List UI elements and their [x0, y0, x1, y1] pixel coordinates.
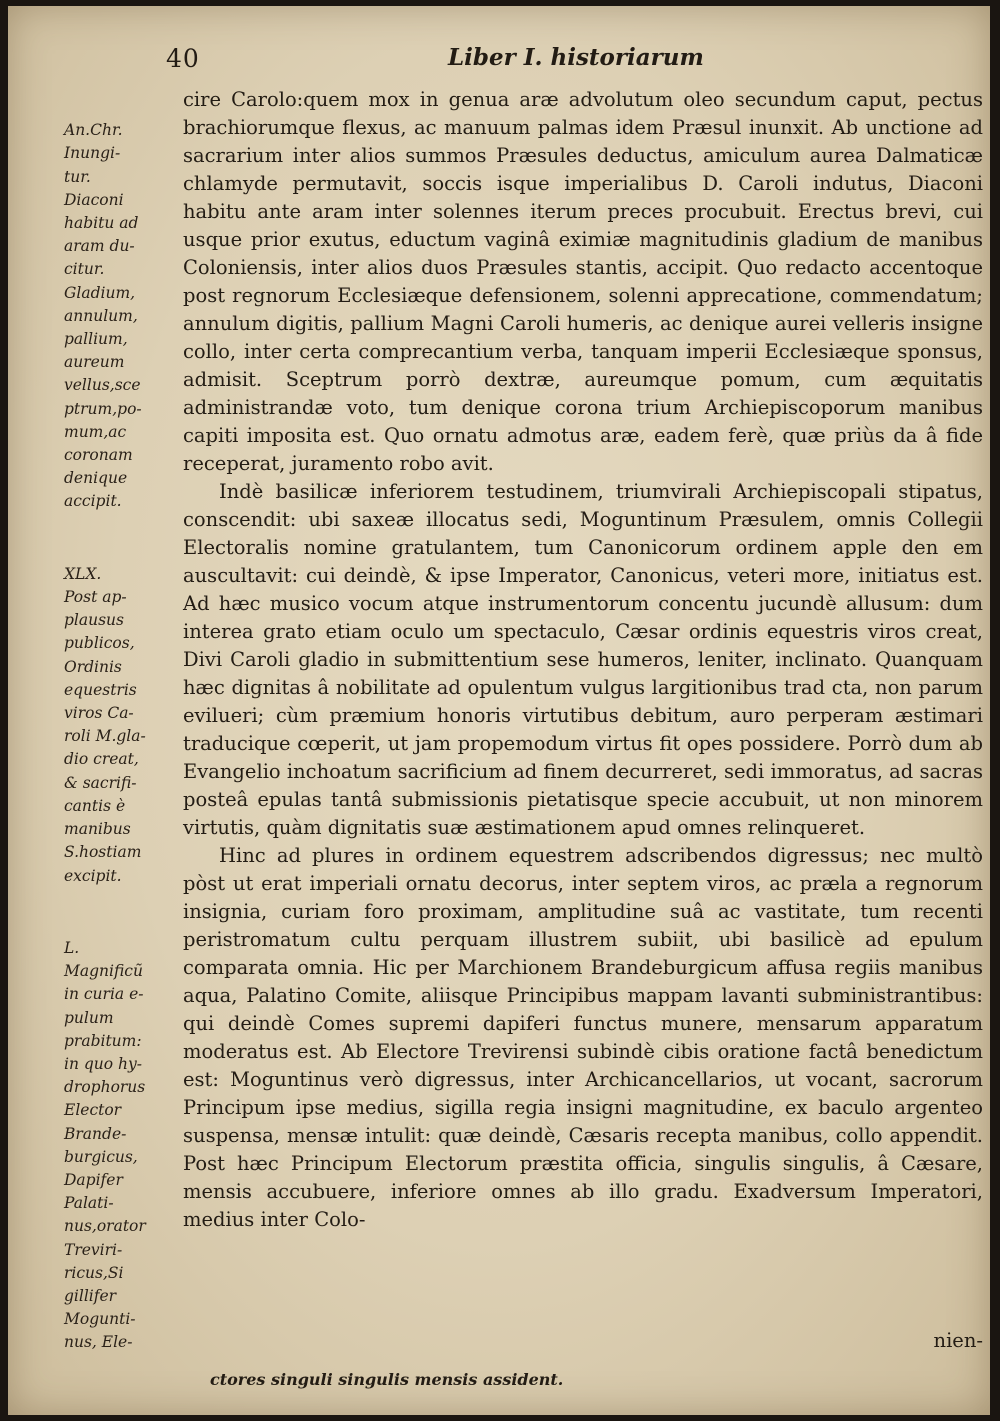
footnote: ctores singuli singulis mensis assident. [210, 1370, 564, 1389]
catchword: nien- [933, 1329, 983, 1352]
margin-note-3: L. Magnificũ in curia e- pulum prabitum: in quo hy- drophorus Elector Brande- burgicus, Dapifer Palati- nus,orator Treviri- ricus,Si gillifer Mogunti- nus, Ele- [64, 938, 146, 1352]
paragraph-2: Indè basilicæ inferiorem testudinem, triumvirali Archiepiscopali stipatus, conscendit: ubi saxeæ illocatus sedi, Moguntinum Præsulem, omnis Collegii Electoralis nomine gratulantem, tum Canonicorum ordinem apple den em auscultavit: cui deindè, & ipse Imperator, Canonicus, veteri more, initiatus est. Ad hæc musico vocum atque instrumentorum concentu jucundè allusum: dum interea grato etiam oculo um spectaculo, Cæsar ordinis equestris viros creat, Divi Caroli gladio in submittentium sese humeros, leniter, inclinato. Quanquam hæc dignitas â nobilitate ad opulentum vulgus largitionibus trad cta, non parum evilueri; cùm præmium honoris virtutibus debitum, auro perperam æstimari traducique cœperit, ut jam propemodum virtus fit opes possidere. Porrò dum ab Evangelio inchoatum sacrificium ad finem decurreret, sedi immoratus, ad sacras posteâ epulas tantâ submissionis pietatisque specie accubuit, ut non minorem virtutis, quàm dignitatis suæ æstimationem apud omnes relinqueret. [183, 480, 983, 839]
running-head [8, 44, 990, 84]
margin-notes [64, 96, 182, 1396]
margin-note-1: An.Chr. Inungi- tur. Diaconi habitu ad aram du- citur. Gladium, annulum, pallium, aureum vellus,sce ptrum,po- mum,ac coronam denique accipit. [64, 121, 142, 511]
margin-note-2: XLX. Post ap- plausus publicos, Ordinis equestris viros Ca- roli M.gla- dio creat, & sacrifi- cantis è manibus S.hostiam excipit. [64, 564, 146, 885]
paragraph-3: Hinc ad plures in ordinem equestrem adscribendos digressus; nec multò pòst ut erat imperiali ornatu decorus, inter septem viros, ac præla a regnorum insignia, curiam foro proximam, amplitudine suâ ac vastitate, tum recenti peristromatum cultu perquam illustrem subiit, ubi basilicè ad epulum comparata omnia. Hic per Marchionem Brandeburgicum affusa regiis manibus aqua, Palatino Comite, aliisque Principibus mappam lavanti subministrantibus: qui deindè Comes supremi dapiferi functus munere, mensarum apparatum moderatus est. Ab Electore Trevirensi subindè cibis oratione factâ benedictum est: Moguntinus verò digressus, inter Archicancellarios, ut vocant, sacrorum Principum ipse medius, sigilla regia insigni magnitudine, ex baculo argenteo suspensa, mensæ intulit: quæ deindè, Cæsaris recepta manibus, collo appendit. Post hæc Principum Electorum præstita officia, singulis singulis, â Cæsare, mensis accubuere, inferiore omnes ab illo gradu. Exadversum Imperatori, medius inter Colo- [183, 844, 983, 1231]
running-title: Liber I. historiarum [448, 44, 704, 71]
main-text [183, 86, 983, 1234]
page-number: 40 [166, 44, 200, 73]
book-page [8, 6, 990, 1415]
paragraph-1: cire Carolo:quem mox in genua aræ advolutum oleo secundum caput, pectus brachiorumque flexus, ac manuum palmas idem Præsul inunxit. Ab unctione ad sacrarium inter alios summos Præsules deductus, amiculum aurea Dalmaticæ chlamyde permutavit, soccis isque imperialibus D. Caroli indutus, Diaconi habitu ante aram inter solennes iterum preces procubuit. Erectus brevi, cui usque prior exutus, eductum vaginâ eximiæ magnitudinis gladium de manibus Coloniensis, inter alios duos Præsules stantis, accipit. Quo redacto accentoque post regnorum Ecclesiæque defensionem, solenni apprecatione, commendatum; annulum digitis, pallium Magni Caroli humeris, ac denique aurei velleris insigne collo, inter certa comprecantium verba, tanquam imperii Ecclesiæque sponsus, admisit. Sceptrum porrò dextræ, aureumque pomum, cum æquitatis administrandæ voto, tum denique corona trium Archiepiscoporum manibus capiti imposita est. Quo ornatu admotus aræ, eadem ferè, quæ priùs da â fide receperat, juramento robo avit. [183, 88, 983, 475]
